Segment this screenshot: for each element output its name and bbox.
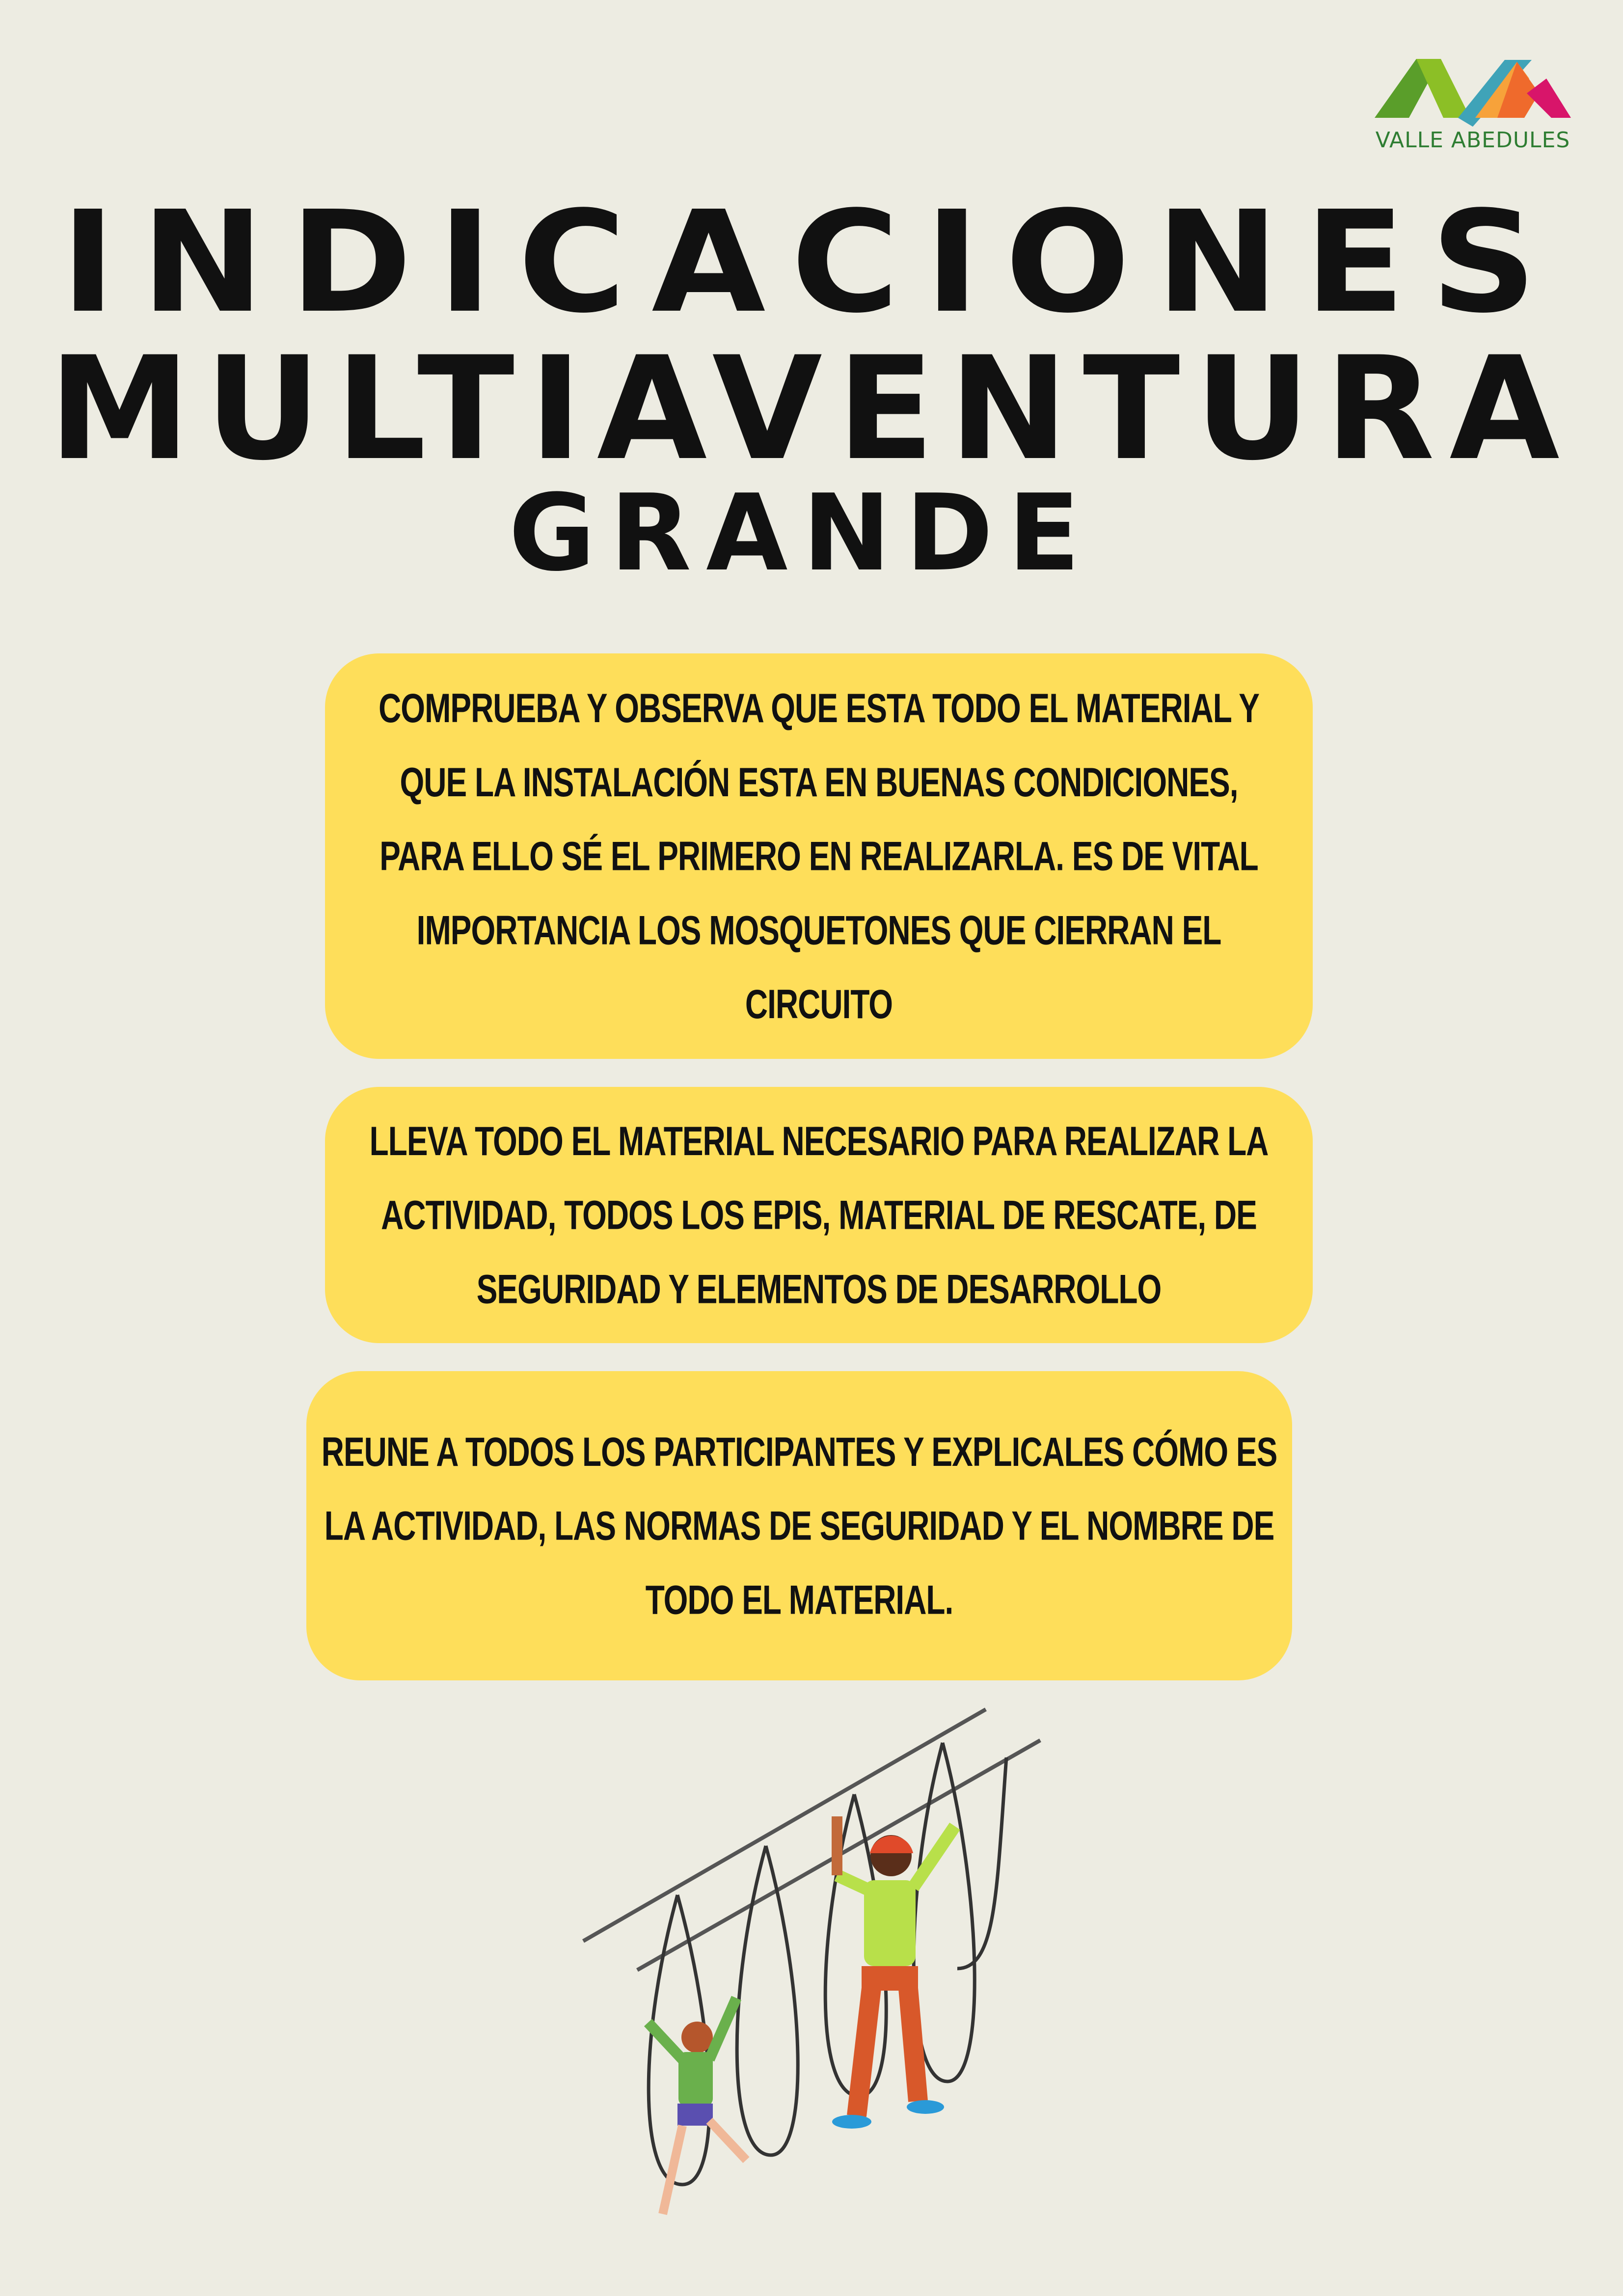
instruction-text-2: LLEVA TODO EL MATERIAL NECESARIO PARA REALIZAR LA ACTIVIDAD, TODOS LOS EPIS, MATERIAL DE RESCATE, DE SEGURIDAD Y ELEMENTOS DE DESARROLLO: [369, 1118, 1269, 1312]
title-line-3: GRANDE: [509, 471, 1095, 594]
instruction-text-3: REUNE A TODOS LOS PARTICIPANTES Y EXPLICALES CÓMO ES LA ACTIVIDAD, LAS NORMAS DE SEGURIDAD Y EL NOMBRE DE TODO EL MATERIAL.: [321, 1429, 1277, 1623]
instruction-box-1: [325, 653, 1313, 1059]
instruction-box-3: [306, 1371, 1292, 1680]
adult-climber-icon: [832, 1816, 955, 2129]
instruction-text-1: COMPRUEBA Y OBSERVA QUE ESTA TODO EL MATERIAL Y QUE LA INSTALACIÓN ESTA EN BUENAS CONDICIONES, PARA ELLO SÉ EL PRIMERO EN REALIZARLA. ES DE VITAL IMPORTANCIA LOS MOSQUETONES QUE CIERRAN EL CIRCUITO: [379, 685, 1259, 1027]
mountains-logo-icon: [1370, 54, 1576, 128]
title-line-2: MULTIAVENTURA: [49, 326, 1574, 492]
child-climber-icon: [648, 1998, 746, 2214]
instruction-box-2: [325, 1087, 1313, 1343]
title-line-1: INDICACIONES: [60, 181, 1563, 344]
logo-text: VALLE ABEDULES: [1375, 128, 1570, 153]
ropes-course-illustration: [565, 1694, 1080, 2243]
valle-abedules-logo: [1370, 54, 1576, 157]
